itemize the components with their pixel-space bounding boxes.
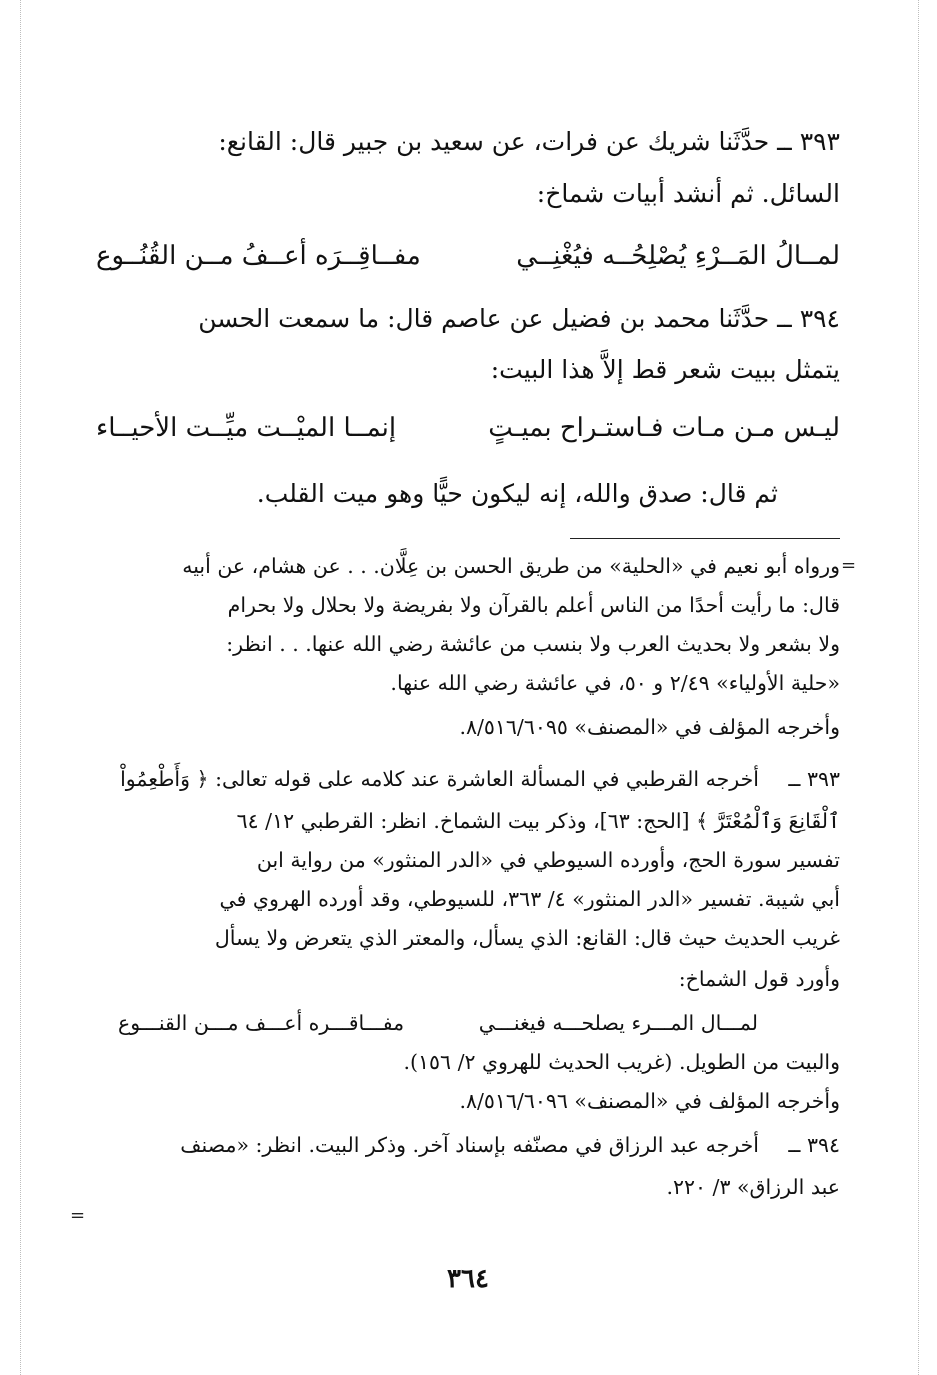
footnote-separator xyxy=(570,538,840,539)
poem-verse xyxy=(96,408,840,448)
verse-first-hemistich: ليـس مـن مـات فـاستـراح بميـتٍ xyxy=(488,413,840,443)
scan-edge-left xyxy=(20,0,21,1375)
footnote-line: ولا بشعر ولا بحديث العرب ولا بنسب من عائشة رضي الله عنها. . . انظر: xyxy=(226,632,840,656)
footnote-line: أبي شيبة. تفسير «الدر المنثور» ٤/ ٣٦٣، للسيوطي، وقد أورده الهروي في xyxy=(219,887,840,911)
footnote-source: وأخرجه المؤلف في «المصنف» ٨/٥١٦/٦٠٩٦. xyxy=(459,1089,840,1113)
poem-verse xyxy=(96,236,840,276)
footnote-line: أخرجه عبد الرزاق في مصنّفه بإسناد آخر. وذكر البيت. انظر: «مصنف xyxy=(180,1133,759,1157)
verse-second-hemistich: إنمــا الميْــت ميِّــت الأحيــاء xyxy=(96,413,397,443)
footnote-number: ٣٩٣ ــ xyxy=(788,767,840,791)
footnote-line: غريب الحديث حيث قال: القانع: الذي يسأل، والمعتر الذي يتعرض ولا يسأل xyxy=(214,926,840,950)
footnote-number: ٣٩٤ ــ xyxy=(788,1133,840,1157)
continuation-mark: = xyxy=(841,555,857,576)
footnote-line: قال: ما رأيت أحدًا من الناس أعلم بالقرآن ولا بفريضة ولا بحلال ولا بحرام xyxy=(227,593,840,617)
verse-first-hemistich: لمــالُ المَــرْءِ يُصْلِحُــه فيُغْنِــي xyxy=(516,241,840,271)
main-line: ٣٩٤ ــ حدَّثَنا محمد بن فضيل عن عاصم قال: ما سمعت الحسن xyxy=(198,304,840,333)
footnote-line: وأورد قول الشماخ: xyxy=(678,967,840,991)
main-line: ٣٩٣ ــ حدَّثَنا شريك عن فرات، عن سعيد بن جبير قال: القانع: xyxy=(218,127,840,156)
footnote-line: عبد الرزاق» ٣/ ٢٢٠. xyxy=(666,1175,840,1199)
footnote-line: والبيت من الطويل. (غريب الحديث للهروي ٢/ ١٥٦). xyxy=(403,1050,840,1074)
footnote-line: تفسير سورة الحج، وأورده السيوطي في «الدر المنثور» من رواية ابن xyxy=(256,848,840,872)
footnote-source: وأخرجه المؤلف في «المصنف» ٨/٥١٦/٦٠٩٥. xyxy=(459,715,840,739)
footnote-line: أخرجه القرطبي في المسألة العاشرة عند كلامه على قوله تعالى: ﴿ وَأَطْعِمُواْ xyxy=(120,767,759,791)
footnote-line: ٱلْقَانِعَ وَٱلْمُعْتَرَّ ﴾ [الحج: ٦٣]، وذكر بيت الشماخ. انظر: القرطبي ١٢/ ٦٤ xyxy=(236,809,840,833)
footnote-line: ورواه أبو نعيم في «الحلية» من طريق الحسن بن عِلَّان. . . عن هشام، عن أبيه xyxy=(182,554,840,578)
page-number: ٣٦٤ xyxy=(447,1264,489,1294)
main-closing-line: ثم قال: صدق والله، إنه ليكون حيًّا وهو ميت القلب. xyxy=(256,479,778,508)
scan-edge-right xyxy=(918,0,919,1375)
verse-second-hemistich: مفـــاقـــره أعـــف مـــن القنـــوع xyxy=(118,1011,405,1035)
continuation-mark: = xyxy=(70,1205,86,1226)
main-line: السائل. ثم أنشد أبيات شماخ: xyxy=(536,179,840,208)
verse-second-hemistich: مفــاقِــرَه أعــفُ مــن القُنُــوع xyxy=(96,241,421,271)
verse-first-hemistich: لمـــال المـــرء يصلحـــه فيغنـــي xyxy=(478,1011,758,1035)
footnote-line: «حلية الأولياء» ٢/٤٩ و ٥٠، في عائشة رضي الله عنها. xyxy=(390,671,840,695)
footnote-verse xyxy=(118,1008,758,1038)
main-line: يتمثل ببيت شعر قط إلاَّ هذا البيت: xyxy=(490,355,840,384)
